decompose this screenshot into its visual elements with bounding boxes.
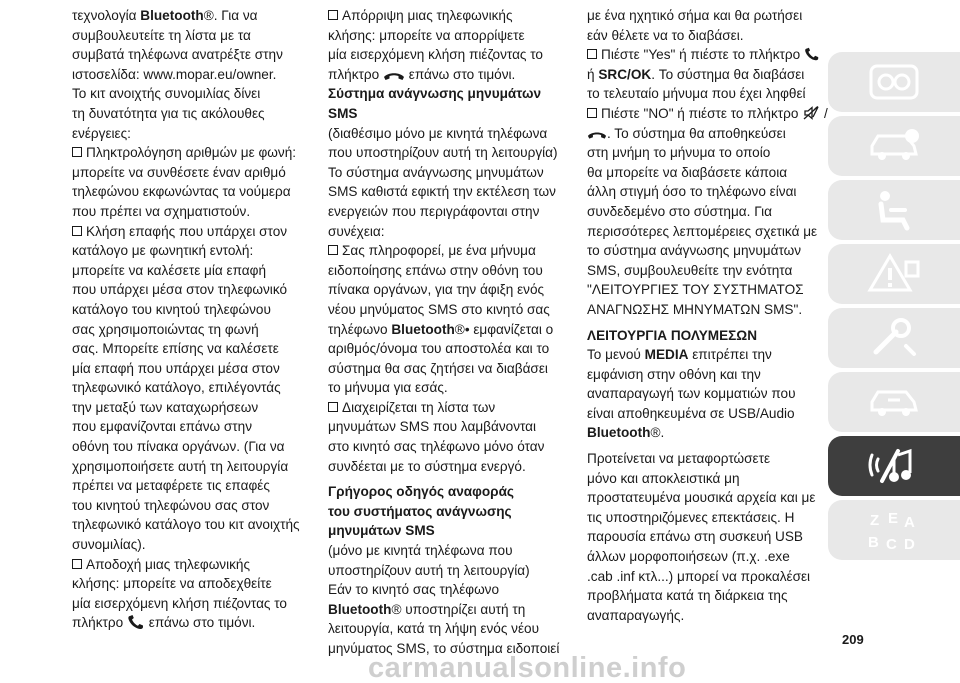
text-line: αναπαραγωγής. [587, 607, 685, 623]
bullet-square-icon [72, 226, 82, 236]
column-2 [328, 6, 580, 659]
phone-accept-icon [804, 46, 820, 62]
text-line: πλήκτρο επάνω στο τιμόνι. [328, 66, 516, 82]
bullet-line: Διαχειρίζεται τη λίστα των [328, 398, 580, 418]
bluetooth-brand: Bluetooth [328, 601, 392, 617]
text-line: ενέργειες: [72, 125, 131, 141]
tab-seat[interactable] [828, 180, 960, 240]
tab-dashboard[interactable] [828, 52, 960, 112]
bullet-square-icon [328, 10, 338, 20]
text-line: συνδεδεμένο στο σύστημα. Για [587, 203, 772, 219]
text-line: μία εισερχόμενη κλήση πιέζοντας το [328, 47, 543, 63]
text-line: άλλη στιγμή όσο το τηλέφωνο είναι [587, 184, 797, 200]
phone-reject-icon [587, 129, 607, 141]
text-line: με ένα ηχητικό σήμα και θα ρωτήσει [587, 8, 803, 23]
text-line: τις υποστηριζόμενες επεκτάσεις. Η [587, 509, 795, 525]
bullet-square-icon [72, 147, 82, 157]
text-line: μία επαφή που υπάρχει μέσα στον [72, 360, 280, 376]
text-line: εμφάνιση στην οθόνη και την [587, 366, 761, 382]
text-line: Το κιτ ανοιχτής συνομιλίας δίνει [72, 86, 261, 102]
bullet-line: Πιέστε "Yes" ή πιέστε το πλήκτρο [587, 45, 825, 65]
text-line: άλλων μορφοποιήσεων (π.χ. .exe [587, 549, 790, 565]
text-line: (διαθέσιμο μόνο με κινητά τηλέφωνα [328, 125, 548, 141]
bluetooth-brand: Bluetooth [140, 8, 204, 23]
text-line: Bluetooth® υποστηρίζει αυτή τη [328, 601, 526, 617]
text-line: SMS καθιστά εφικτή την εκτέλεση των [328, 184, 556, 200]
text-line: θα μπορείτε να διαβάσετε κάποια [587, 164, 788, 180]
wrench-icon [866, 316, 922, 360]
text-line: το σύστημα ανάγνωσης μηνυμάτων [587, 243, 802, 259]
bullet-line: Απόρριψη μιας τηλεφωνικής [328, 6, 580, 26]
text-line: σας. Μπορείτε επίσης να καλέσετε [72, 341, 279, 357]
tab-multimedia[interactable] [828, 436, 960, 496]
multimedia-icon [864, 441, 924, 491]
bullet-square-icon [328, 402, 338, 412]
section-heading: Σύστημα ανάγνωσης μηνυμάτων [328, 86, 542, 102]
text-line: κλήσης: μπορείτε να αποδεχθείτε [72, 576, 272, 592]
text-line: συμβουλευτείτε τη λίστα με τα [72, 27, 251, 43]
text-line: Το σύστημα ανάγνωσης μηνυμάτων [328, 164, 544, 180]
text-line: προστατευμένα μουσικά αρχεία και με [587, 490, 816, 506]
bullet-square-icon [328, 245, 338, 255]
text-line: τεχνολογία Bluetooth®. Για να [72, 8, 258, 23]
seat-icon [869, 188, 919, 232]
svg-text:D: D [904, 536, 915, 553]
bullet-line: Πιέστε "NO" ή πιέστε το πλήκτρο / [587, 104, 825, 124]
text-line: μόνο και αποκλειστικά μη [587, 470, 740, 486]
svg-text:C: C [886, 536, 897, 553]
text-line: συμβατά τηλέφωνα ανατρέξτε στην [72, 47, 283, 63]
section-heading: μηνυμάτων SMS [328, 523, 435, 539]
text-line: την μεταξύ των καταχωρήσεων [72, 399, 259, 415]
index-icon [864, 505, 924, 555]
bullet-line: Πληκτρολόγηση αριθμών με φωνή: [72, 143, 322, 163]
text-line: συνδέεται με το σύστημα ενεργό. [328, 458, 526, 474]
bullet-square-icon [587, 49, 597, 59]
text-line: κλήσης: μπορείτε να απορρίψετε [328, 27, 525, 43]
text-line: συνομιλίας). [72, 537, 146, 553]
text-line: SMS, συμβουλευθείτε την ενότητα [587, 262, 793, 278]
svg-text:A: A [904, 514, 915, 531]
text-line: τηλέφωνο Bluetooth®• εμφανίζεται ο [328, 321, 554, 337]
text-line: το μήνυμα για εσάς. [328, 380, 448, 396]
text-line: χρησιμοποιήσετε αυτή τη λειτουργία [72, 458, 289, 474]
mute-icon [802, 105, 820, 121]
warning-triangle-icon [866, 252, 922, 296]
page-number: 209 [842, 632, 864, 647]
car-service-icon [866, 382, 922, 422]
text-line: ειδοποίησης επάνω στην οθόνη του [328, 262, 543, 278]
text-line: . Το σύστημα θα αποθηκεύσει [587, 124, 825, 144]
bluetooth-brand: Bluetooth [587, 425, 651, 441]
text-line: υποστηρίζουν αυτή τη λειτουργία) [328, 562, 530, 578]
text-line: που πρέπει να σχηματιστούν. [72, 203, 251, 219]
phone-reject-icon [383, 70, 405, 82]
text-line: που υποστηρίζουν αυτή τη λειτουργία) [328, 145, 558, 161]
text-line: ή SRC/OK. Το σύστημα θα διαβάσει [587, 66, 805, 82]
text-line: τηλεφώνου εκφωνώντας τα νούμερα [72, 184, 291, 200]
bullet-square-icon [72, 559, 82, 569]
bullet-line: Αποδοχή μιας τηλεφωνικής [72, 555, 322, 575]
text-line: κατάλογο με φωνητική εντολή: [72, 243, 254, 259]
tab-warning[interactable] [828, 244, 960, 304]
text-line: είναι αποθηκευμένα σε USB/Audio [587, 405, 795, 421]
text-line: λειτουργία, κατά τη λήψη ενός νέου [328, 621, 540, 637]
text-line: το τελευταίο μήνυμα που έχει ληφθεί [587, 86, 806, 102]
text-line: προβλήματα κατά τη διάρκεια της [587, 588, 788, 604]
text-line: νέου μηνύματος SMS στο κινητό σας [328, 301, 550, 317]
text-line: κατάλογο του κινητού τηλεφώνου [72, 301, 271, 317]
bullet-line: Σας πληροφορεί, με ένα μήνυμα [328, 241, 580, 261]
car-info-icon [866, 126, 922, 166]
text-line: αριθμός/όνομα του αποστολέα και το [328, 341, 550, 357]
text-line: του κινητού τηλεφώνου σας στον [72, 497, 270, 513]
text-line: εάν θέλετε να το διαβάσει. [587, 27, 744, 43]
text-line: αναπαραγωγή των κομματιών που [587, 386, 796, 402]
section-heading: του συστήματος ανάγνωσης [328, 503, 512, 519]
text-line: παρουσία επάνω στη συσκευή USB [587, 529, 803, 545]
text-line: Το μενού MEDIA επιτρέπει την [587, 347, 772, 363]
text-line: σύστημα θα σας ζητήσει να διαβάσει [328, 360, 548, 376]
section-heading: ΛΕΙΤΟΥΡΓΙΑ ΠΟΛΥΜΕΣΩΝ [587, 327, 758, 343]
dashboard-icon [867, 62, 921, 102]
text-line: μηνύματος SMS, το σύστημα ειδοποιεί [328, 641, 560, 656]
text-line: μπορείτε να καλέσετε μία επαφή [72, 262, 267, 278]
tab-index[interactable] [828, 500, 960, 560]
text-line: ΑΝΑΓΝΩΣΗΣ ΜΗΝΥΜΑΤΩΝ SMS". [587, 301, 803, 317]
text-line: μηνυμάτων SMS που λαμβάνονται [328, 419, 537, 435]
text-line: τη δυνατότητα για τις ακόλουθες [72, 105, 265, 121]
section-heading: SMS [328, 105, 358, 121]
tab-car-info[interactable] [828, 116, 960, 176]
watermark: carmanualsonline.info [368, 652, 687, 683]
text-line: οθόνη του πίνακα οργάνων. (Για να [72, 439, 285, 455]
text-line: μπορείτε να συνθέσετε έναν αριθμό [72, 164, 286, 180]
text-line: περισσότερες λεπτομέρειες σχετικά με [587, 223, 818, 239]
text-line: στο κινητό σας τηλέφωνο μόνο όταν [328, 439, 545, 455]
phone-accept-icon [127, 614, 145, 630]
text-line: συνέχεια: [328, 223, 385, 239]
column-3 [587, 6, 828, 625]
text-line: μία εισερχόμενη κλήση πιέζοντας το [72, 595, 287, 611]
svg-text:E: E [888, 510, 899, 527]
text-line: τηλεφωνικό κατάλογο του κιτ ανοιχτής [72, 517, 300, 533]
text-line: στη μνήμη το μήνυμα το οποίο [587, 145, 771, 161]
text-line: .cab .inf κτλ...) μπορεί να προκαλέσει [587, 568, 811, 584]
bullet-square-icon [587, 108, 597, 118]
tab-wrench[interactable] [828, 308, 960, 368]
column-1 [72, 6, 322, 633]
svg-text:B: B [868, 534, 879, 551]
text-line: (μόνο με κινητά τηλέφωνα που [328, 543, 513, 559]
text-line: πρέπει να μεταφέρετε τις επαφές [72, 478, 270, 494]
section-heading: Γρήγορος οδηγός αναφοράς [328, 484, 515, 500]
bluetooth-brand: Bluetooth [391, 321, 455, 337]
text-line: ιστοσελίδα: www.mopar.eu/owner. [72, 66, 277, 82]
text-line: τηλεφωνικό κατάλογο, επιλέγοντάς [72, 380, 281, 396]
bullet-line: Κλήση επαφής που υπάρχει στον [72, 222, 322, 242]
text-line: "ΛΕΙΤΟΥΡΓΙΕΣ ΤΟΥ ΣΥΣΤΗΜΑΤΟΣ [587, 282, 804, 298]
text-line: Προτείνεται να μεταφορτώσετε [587, 451, 771, 467]
src-ok-label: SRC/OK [598, 66, 652, 82]
text-line: που εμφανίζονται επάνω στην [72, 419, 253, 435]
text-line: σας χρησιμοποιώντας τη φωνή [72, 321, 259, 337]
text-line: πίνακα οργάνων, για την άφιξη ενός [328, 282, 545, 298]
svg-text:Z: Z [870, 512, 880, 529]
text-line: ενεργειών που περιγράφονται στην [328, 203, 540, 219]
text-line: Εάν το κινητό σας τηλέφωνο [328, 582, 500, 598]
text-line: που υπάρχει μέσα στον τηλεφωνικό [72, 282, 288, 298]
text-line: Bluetooth®. [587, 425, 665, 441]
text-line: πλήκτρο επάνω στο τιμόνι. [72, 615, 256, 631]
tab-car-service[interactable] [828, 372, 960, 432]
media-label: MEDIA [644, 347, 689, 363]
